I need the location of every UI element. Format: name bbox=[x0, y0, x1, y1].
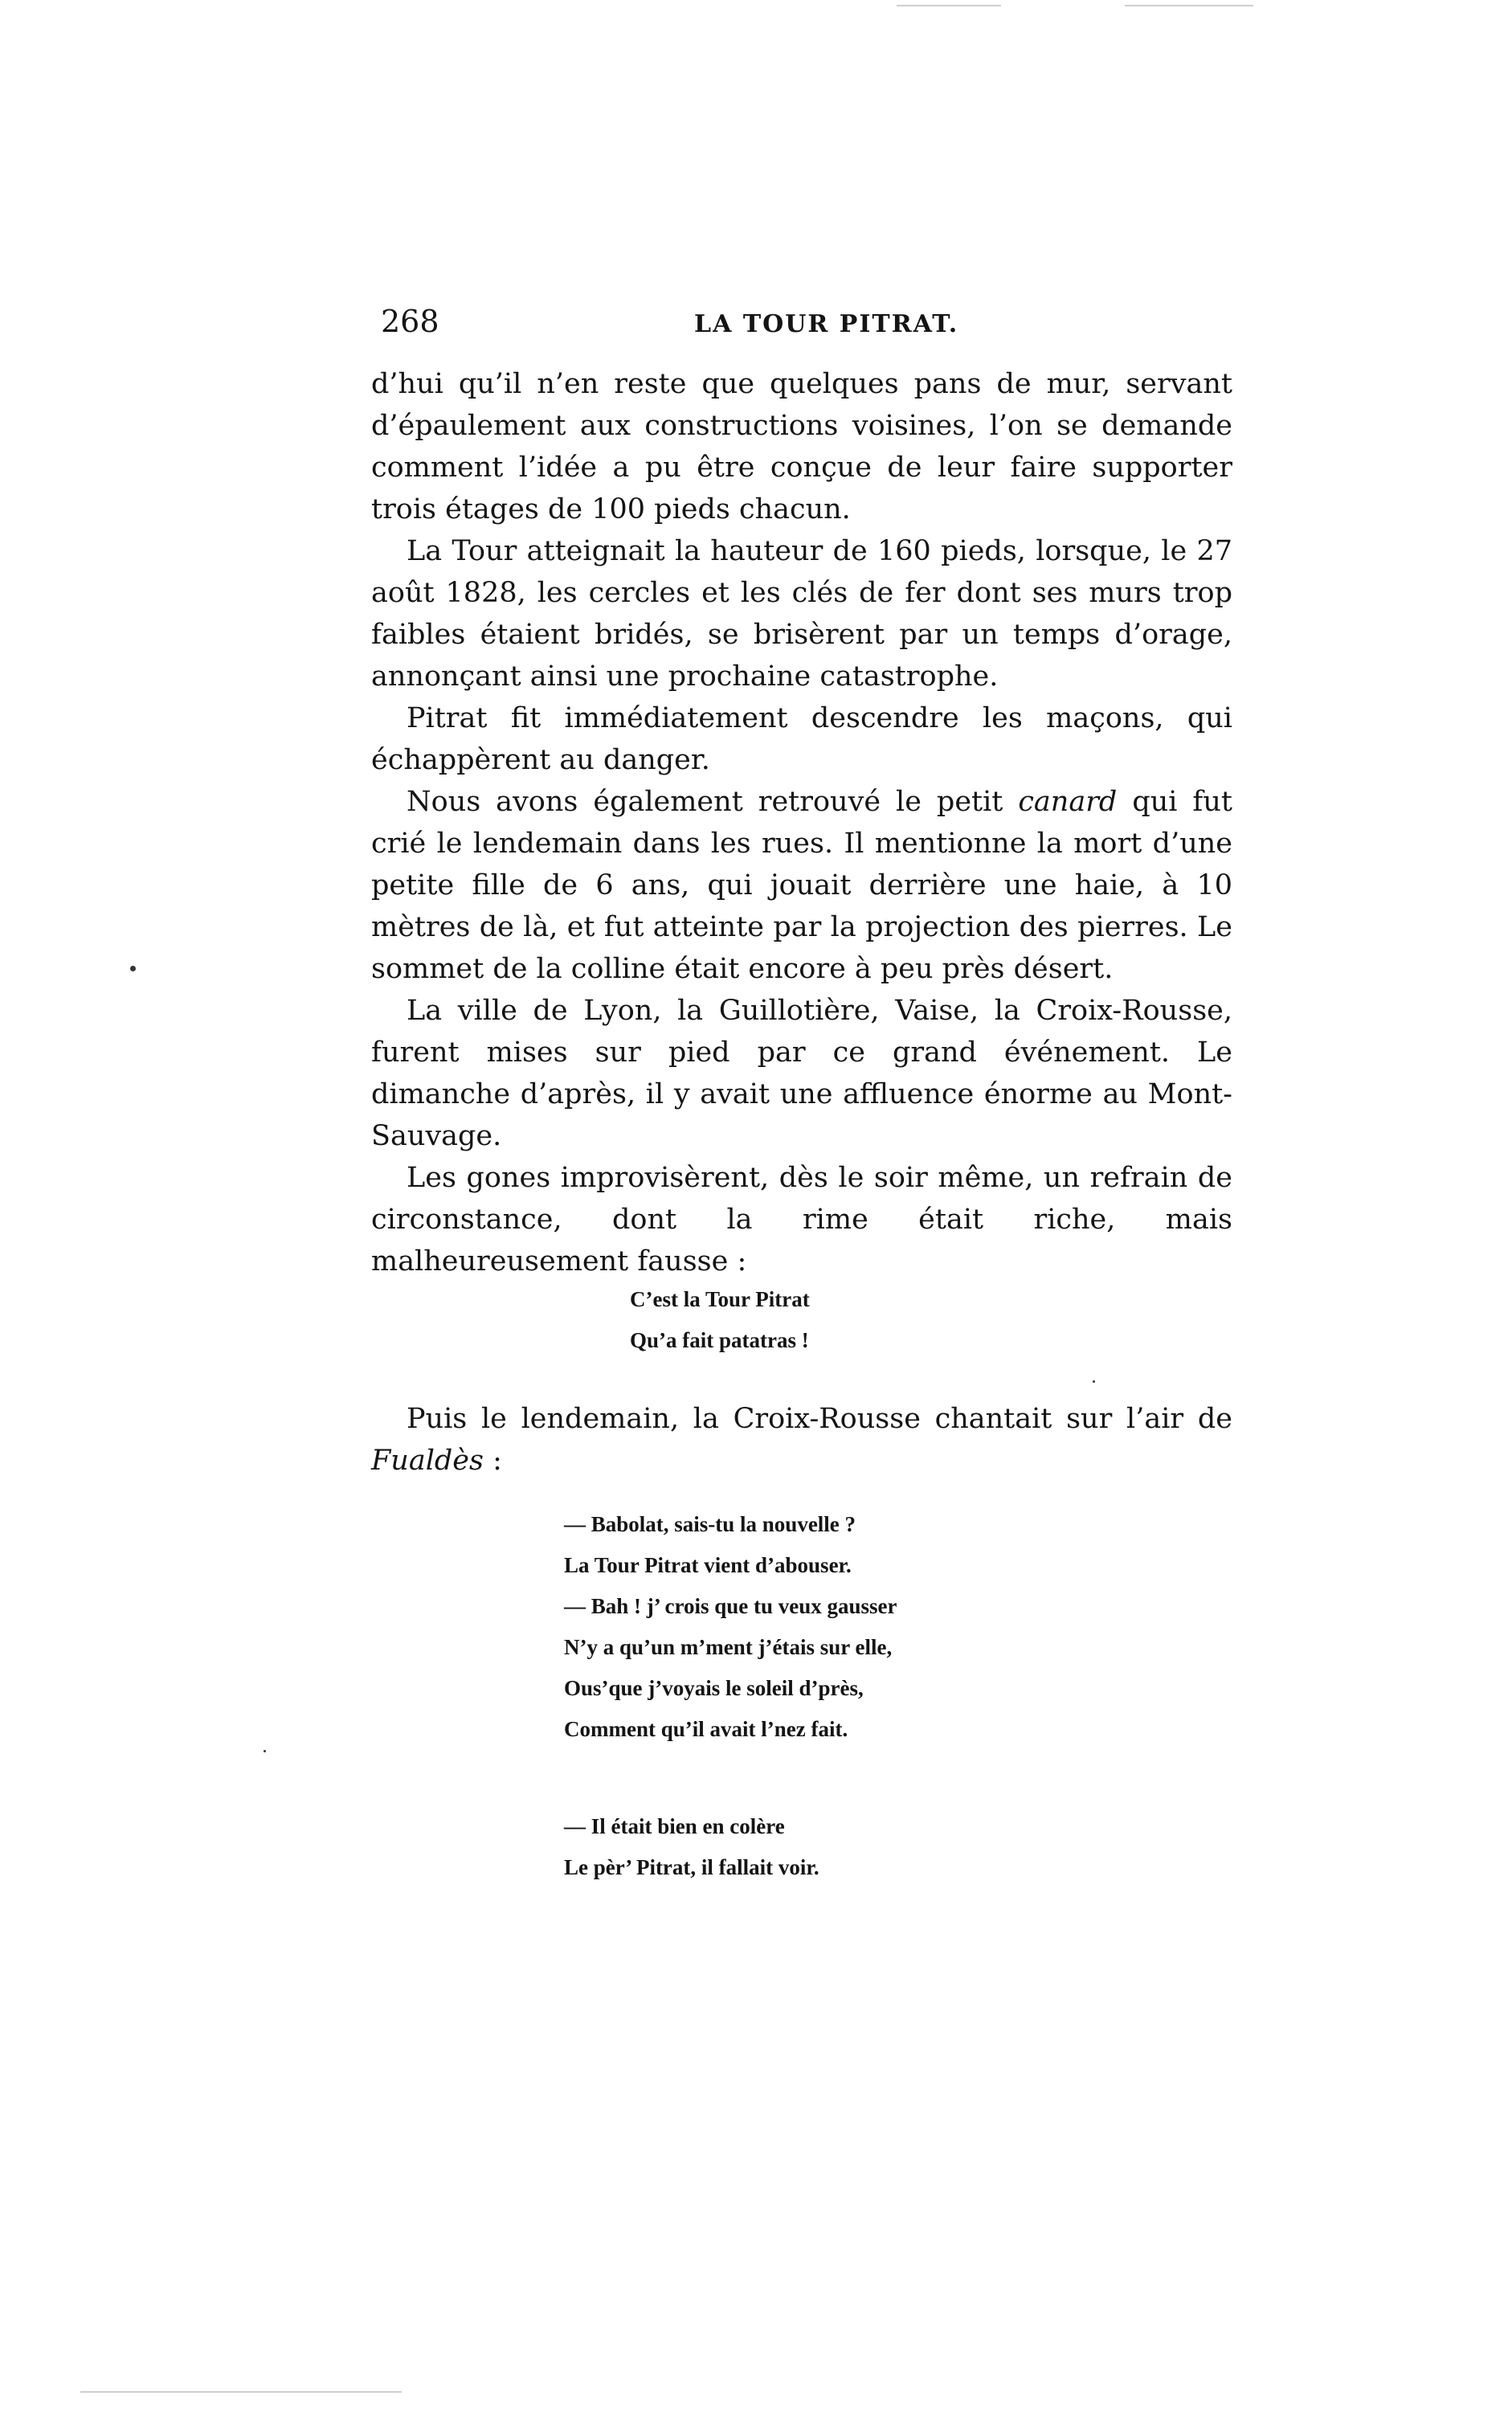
verse-line: — Babolat, sais-tu la nouvelle ? bbox=[564, 1512, 856, 1536]
paragraph: Les gones improvisèrent, dès le soir même, un refrain de circonstance, dont la rime était riche, mais malheureusement fausse : bbox=[371, 1162, 1232, 1278]
verse-line: Qu’a fait patatras ! bbox=[630, 1328, 809, 1352]
paragraph: d’hui qu’il n’en reste que quelques pans de mur, servant d’épaulement aux constructions voisines, l’on se demande comment l’idée a pu être conçue de leur faire supporter trois étages de 100 pieds chacun. bbox=[371, 368, 1232, 525]
paragraph: La ville de Lyon, la Guillotière, Vaise, la Croix-Rousse, furent mises sur pied par ce grand événement. Le dimanche d’après, il y avait une affluence énorme au Mont-Sauvage. bbox=[371, 995, 1232, 1152]
page-header bbox=[381, 304, 1232, 352]
paragraph: La Tour atteignait la hauteur de 160 pieds, lorsque, le 27 août 1828, les cercles et les clés de fer dont ses murs trop faibles étaient bridés, se brisèrent par un temps d’orage, annonçant ainsi une prochaine catastrophe. bbox=[371, 535, 1232, 693]
paragraph bbox=[371, 781, 1232, 990]
verse-line: La Tour Pitrat vient d’abouser. bbox=[564, 1553, 852, 1577]
paragraph-text: qui fut crié le lendemain dans les rues. Il mentionne la mort d’une petite fille de 6 ans, qui jouait derrière une haie, à 10 mètres de là, et fut atteinte par la projection des pierres. Le sommet de la colline était encore à peu près désert. bbox=[371, 786, 1232, 985]
paragraph bbox=[371, 1398, 1232, 1482]
verse-line: — Bah ! j’ crois que tu veux gausser bbox=[564, 1594, 897, 1618]
body-text-continued bbox=[371, 1398, 1232, 1482]
scan-edge-mark bbox=[80, 2391, 402, 2393]
verse-line: — Il était bien en colère bbox=[564, 1814, 785, 1838]
page-number: 268 bbox=[381, 304, 439, 339]
verse-refrain bbox=[630, 1279, 810, 1361]
paragraph: Pitrat fit immédiatement descendre les maçons, qui échappèrent au danger. bbox=[371, 702, 1232, 776]
scan-edge-mark bbox=[1125, 5, 1253, 6]
paragraph-text: Nous avons également retrouvé le petit bbox=[407, 786, 1019, 818]
verse-line: Le pèr’ Pitrat, il fallait voir. bbox=[564, 1855, 819, 1879]
verse-song-stanza-2 bbox=[564, 1806, 819, 1888]
verse-line: N’y a qu’un m’ment j’étais sur elle, bbox=[564, 1635, 893, 1659]
verse-line: C’est la Tour Pitrat bbox=[630, 1287, 810, 1311]
scan-speck bbox=[130, 966, 136, 971]
running-title: LA TOUR PITRAT. bbox=[694, 310, 959, 338]
verse-line: Comment qu’il avait l’nez fait. bbox=[564, 1717, 848, 1741]
scan-speck bbox=[1093, 1380, 1095, 1383]
body-text bbox=[371, 363, 1232, 1282]
verse-song-stanza-1 bbox=[564, 1504, 897, 1750]
paragraph-text: : bbox=[483, 1445, 502, 1477]
scan-edge-mark bbox=[897, 5, 1001, 6]
scan-speck bbox=[264, 1750, 266, 1752]
verse-line: Ous’que j’voyais le soleil d’près, bbox=[564, 1676, 864, 1700]
italic-term: Fualdès bbox=[371, 1445, 484, 1477]
italic-term: canard bbox=[1018, 786, 1118, 818]
paragraph-text: Puis le lendemain, la Croix-Rousse chantait sur l’air de bbox=[407, 1403, 1232, 1435]
